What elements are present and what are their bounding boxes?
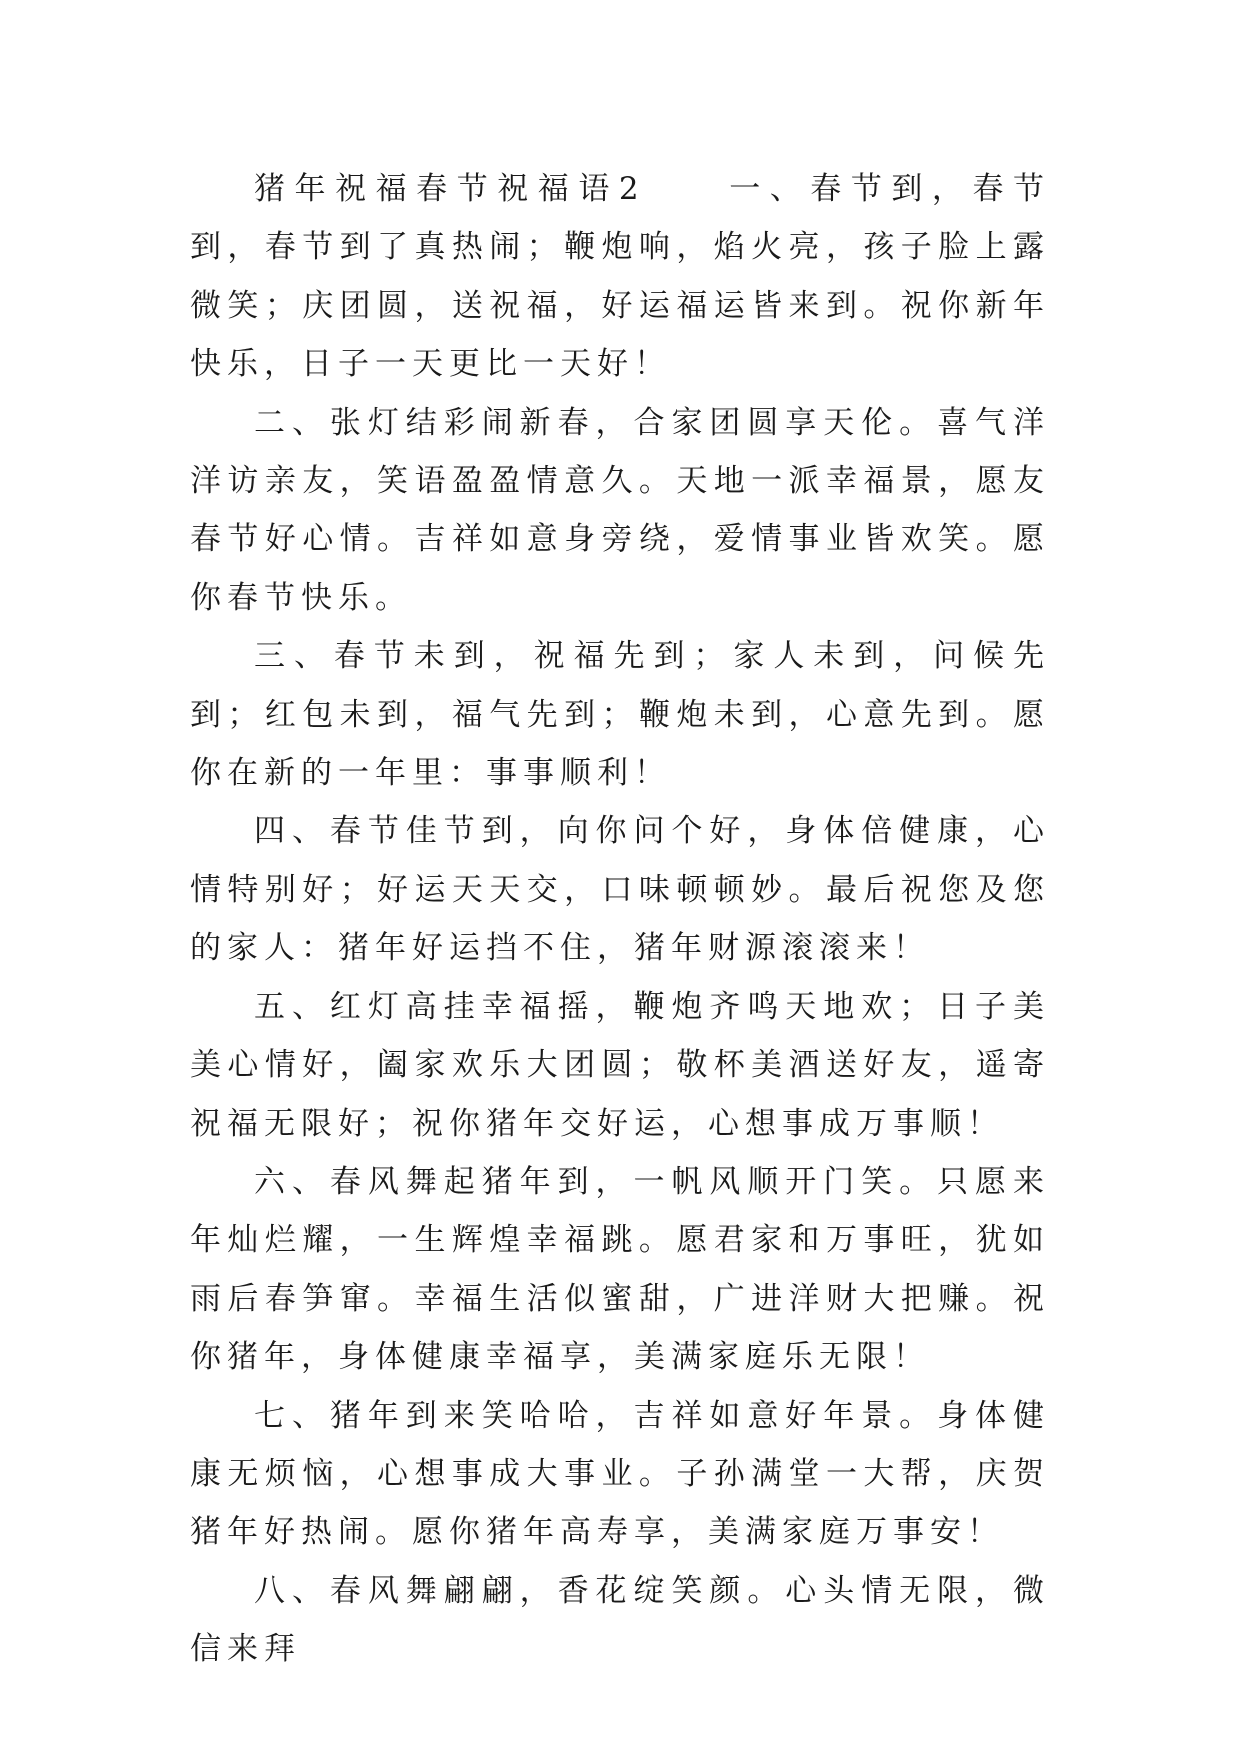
paragraph-3: 三、春节未到，祝福先到；家人未到，问候先到；红包未到，福气先到；鞭炮未到，心意先到。愿你在新的一年里：事事顺利！ xyxy=(190,638,1050,792)
paragraph-5: 五、红灯高挂幸福摇，鞭炮齐鸣天地欢；日子美美心情好，阖家欢乐大团圆；敬杯美酒送好友，遥寄祝福无限好；祝你猪年交好运，心想事成万事顺！ xyxy=(190,988,1050,1142)
paragraph-6: 六、春风舞起猪年到，一帆风顺开门笑。只愿来年灿烂耀，一生辉煌幸福跳。愿君家和万事旺，犹如雨后春笋窜。幸福生活似蜜甜，广进洋财大把赚。祝你猪年，身体健康幸福享，美满家庭乐无限！ xyxy=(190,1163,1050,1376)
paragraph-4: 四、春节佳节到，向你问个好，身体倍健康，心情特别好；好运天天交，口味顿顿妙。最后祝您及您的家人：猪年好运挡不住，猪年财源滚滚来！ xyxy=(190,813,1050,967)
paragraph-2: 二、张灯结彩闹新春，合家团圆享天伦。喜气洋洋访亲友，笑语盈盈情意久。天地一派幸福景，愿友春节好心情。吉祥如意身旁绕，爱情事业皆欢笑。愿你春节快乐。 xyxy=(190,404,1050,616)
paragraph-7: 七、猪年到来笑哈哈，吉祥如意好年景。身体健康无烦恼，心想事成大事业。子孙满堂一大帮，庆贺猪年好热闹。愿你猪年高寿享，美满家庭万事安！ xyxy=(190,1397,1050,1551)
paragraph-1: 猪年祝福春节祝福语2 一、春节到，春节到，春节到了真热闹；鞭炮响，焰火亮，孩子脸上露微笑；庆团圆，送祝福，好运福运皆来到。祝你新年快乐，日子一天更比一天好！ xyxy=(190,171,1050,383)
document-body xyxy=(190,160,1050,1679)
paragraph-8: 八、春风舞翩翩，香花绽笑颜。心头情无限，微信来拜 xyxy=(190,1572,1050,1668)
